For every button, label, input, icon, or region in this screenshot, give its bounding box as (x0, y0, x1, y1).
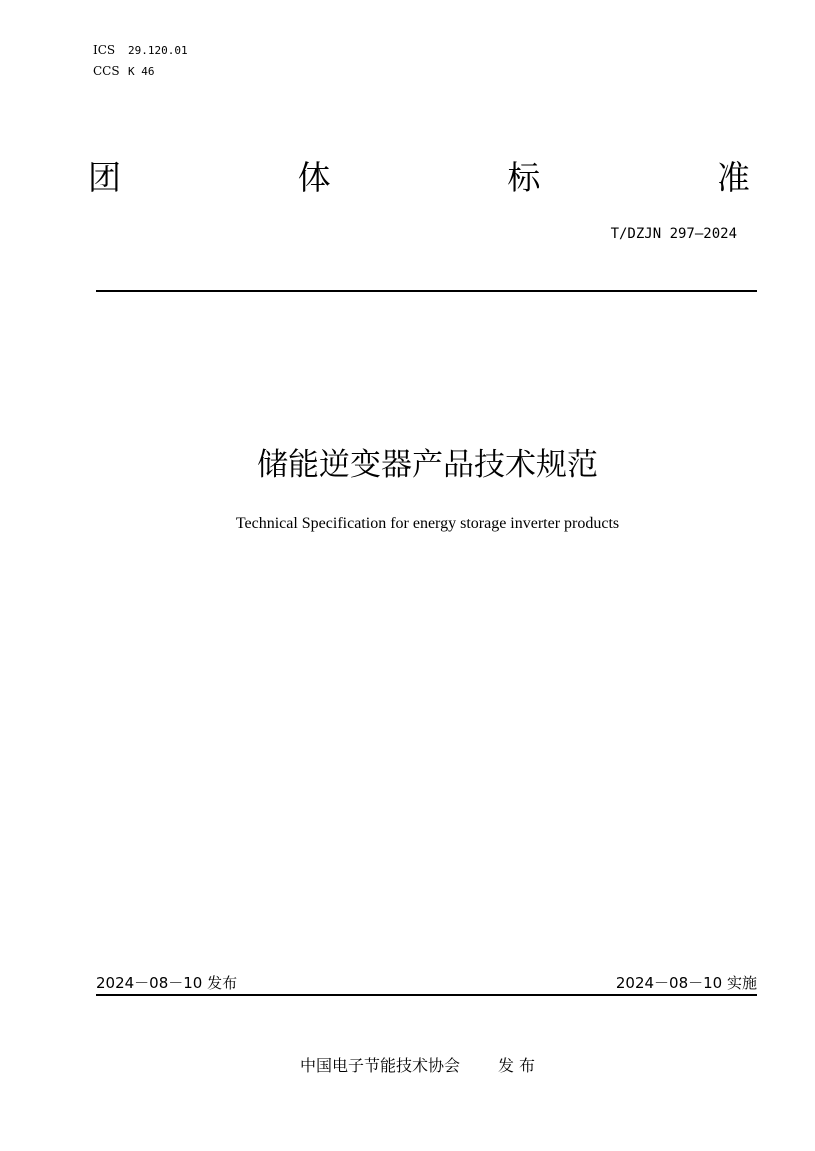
publisher-action: 发 布 (497, 1056, 536, 1075)
publisher-name: 中国电子节能技术协会 (299, 1056, 460, 1075)
classification-codes (93, 40, 188, 82)
standard-type-char: 体 (297, 158, 331, 197)
ccs-value: K 46 (128, 65, 155, 78)
date-line (96, 972, 757, 993)
standard-type-char: 团 (88, 158, 121, 197)
ccs-label: CCS (93, 64, 120, 78)
ics-value: 29.120.01 (128, 44, 188, 57)
document-subtitle: Technical Specification for energy storage inverter products (235, 515, 620, 532)
implement-date: 2024－08－10 实施 (615, 974, 757, 992)
standard-type-heading (88, 158, 750, 198)
document-title: 储能逆变器产品技术规范 (257, 447, 598, 483)
standard-type-char: 标 (507, 158, 541, 197)
publish-date: 2024－08－10 发布 (96, 974, 238, 992)
top-divider (96, 290, 757, 292)
standard-number: T/DZJN 297—2024 (610, 226, 737, 242)
standard-type-char: 准 (716, 158, 750, 197)
ics-label: ICS (93, 43, 116, 57)
ics-row (93, 40, 188, 61)
publisher-line (0, 1053, 815, 1076)
bottom-divider (96, 994, 757, 996)
ccs-row (93, 61, 188, 82)
